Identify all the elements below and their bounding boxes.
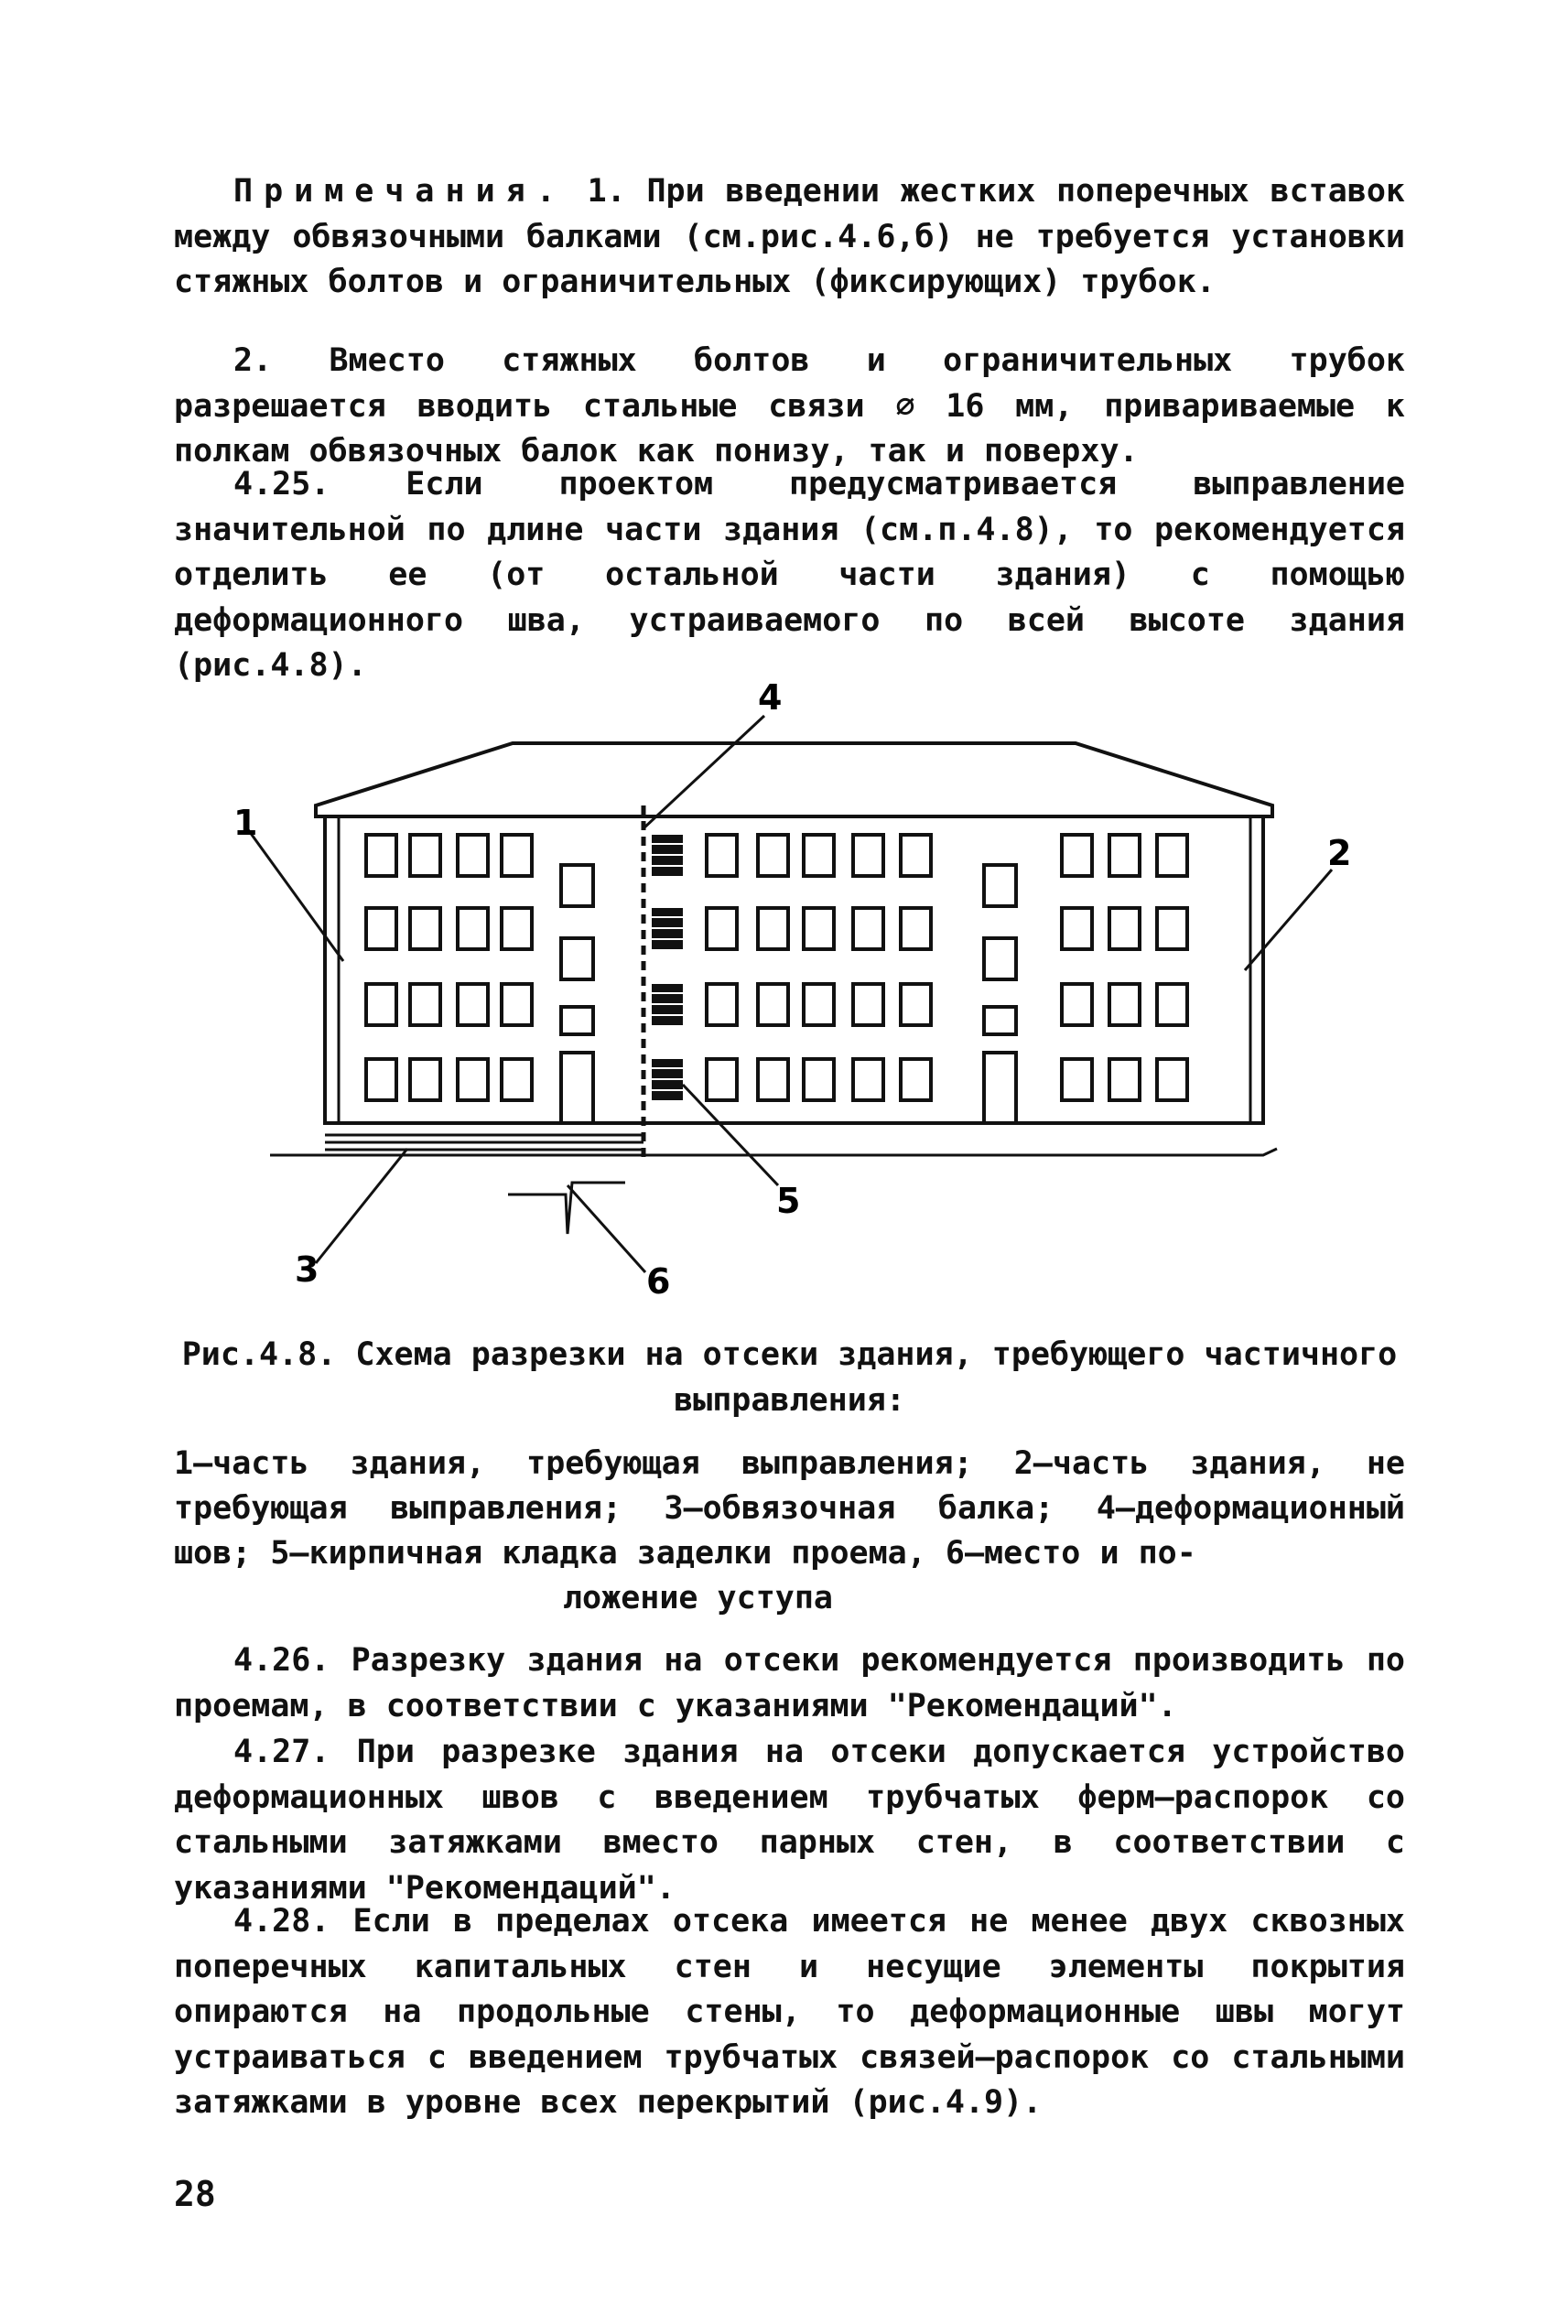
window bbox=[458, 908, 488, 949]
window bbox=[804, 908, 834, 949]
step-symbol bbox=[508, 1183, 625, 1234]
stair-window bbox=[561, 1007, 593, 1034]
page-number: 28 bbox=[174, 2174, 216, 2214]
label-3: 3 bbox=[295, 1249, 319, 1290]
window bbox=[707, 908, 737, 949]
window bbox=[804, 984, 834, 1025]
window bbox=[366, 908, 396, 949]
section-4-28: 4.28. Если в пределах отсека имеется не менее двух сквозных поперечных капитальных стен и несущие элементы покрытия опираются на продольные стены, то деформационные швы могут устраиваться с введением трубчатых связей–распорок со стальными затяжками в уровне всех перекрытий (рис.4.9). bbox=[174, 1903, 1405, 2121]
window bbox=[502, 1059, 532, 1100]
stair-window bbox=[984, 865, 1016, 906]
window bbox=[1109, 835, 1140, 876]
entrance-door bbox=[984, 1053, 1016, 1123]
leader-6 bbox=[568, 1185, 645, 1272]
window bbox=[853, 1059, 883, 1100]
window bbox=[1062, 1059, 1092, 1100]
windows-right bbox=[707, 835, 1187, 1123]
window bbox=[901, 908, 931, 949]
window bbox=[410, 984, 440, 1025]
window bbox=[1109, 908, 1140, 949]
roof-shape bbox=[316, 743, 1272, 816]
label-5: 5 bbox=[776, 1181, 801, 1221]
facade-outline bbox=[325, 816, 1263, 1123]
label-4: 4 bbox=[758, 677, 783, 718]
leader-4 bbox=[643, 716, 764, 828]
window bbox=[1062, 908, 1092, 949]
stair-window bbox=[561, 938, 593, 979]
legend-main: 1–часть здания, требующая выправления; 2–часть здания, не требующая выправления; 3–обвязочная балка; 4–деформационный шов; 5–кирпичная кладка заделки проема, 6–место и по- bbox=[174, 1445, 1405, 1572]
window bbox=[804, 835, 834, 876]
window bbox=[804, 1059, 834, 1100]
stair-window bbox=[561, 865, 593, 906]
window bbox=[1157, 984, 1187, 1025]
label-2: 2 bbox=[1327, 833, 1352, 873]
window bbox=[502, 908, 532, 949]
window bbox=[758, 908, 788, 949]
leader-3 bbox=[316, 1149, 407, 1263]
label-1: 1 bbox=[233, 803, 258, 843]
window bbox=[707, 835, 737, 876]
leader-2 bbox=[1245, 870, 1332, 970]
window bbox=[853, 908, 883, 949]
windows-left bbox=[366, 835, 593, 1123]
notes-heading: Примечания. bbox=[233, 173, 567, 210]
window bbox=[410, 835, 440, 876]
window bbox=[758, 1059, 788, 1100]
legend-last-line: ложение уступа bbox=[562, 1580, 833, 1616]
window bbox=[1062, 984, 1092, 1025]
window bbox=[758, 984, 788, 1025]
brick-texture bbox=[652, 844, 683, 1090]
window bbox=[901, 835, 931, 876]
bricked-openings bbox=[652, 835, 683, 1100]
window bbox=[707, 984, 737, 1025]
window bbox=[707, 1059, 737, 1100]
window bbox=[901, 1059, 931, 1100]
window bbox=[1109, 1059, 1140, 1100]
window bbox=[853, 984, 883, 1025]
section-4-26: 4.26. Разрезку здания на отсеки рекомендуется производить по проемам, в соответствии с указаниями "Рекомендаций". bbox=[174, 1642, 1405, 1724]
section-4-25: 4.25. Если проектом предусматривается выправление значительной по длине части здания (см.п.4.8), то рекомендуется отделить ее (от остальной части здания) с помощью деформационного шва, устраиваемого по всей высоте здания (рис.4.8). bbox=[174, 466, 1405, 684]
window bbox=[458, 984, 488, 1025]
window bbox=[458, 835, 488, 876]
window bbox=[502, 835, 532, 876]
figure-caption-title: Рис.4.8. Схема разрезки на отсеки здания, требующего частичного выправления: bbox=[181, 1336, 1398, 1419]
window bbox=[1157, 835, 1187, 876]
window bbox=[458, 1059, 488, 1100]
window bbox=[853, 835, 883, 876]
window bbox=[366, 984, 396, 1025]
window bbox=[366, 835, 396, 876]
window bbox=[410, 1059, 440, 1100]
stair-window bbox=[984, 1007, 1016, 1034]
stair-window bbox=[984, 938, 1016, 979]
window bbox=[410, 908, 440, 949]
label-6: 6 bbox=[646, 1261, 671, 1302]
window bbox=[502, 984, 532, 1025]
entrance-door bbox=[561, 1053, 593, 1123]
leader-1 bbox=[247, 828, 343, 961]
window bbox=[1109, 984, 1140, 1025]
window bbox=[758, 835, 788, 876]
figure-legend bbox=[174, 1442, 1405, 1621]
note-2: 2. Вместо стяжных болтов и ограничительных трубок разрешается вводить стальные связи ∅ 16 мм, привариваемые к полкам обвязочных балок как понизу, так и поверху. bbox=[174, 342, 1405, 470]
window bbox=[1157, 908, 1187, 949]
section-4-27: 4.27. При разрезке здания на отсеки допускается устройство деформационных швов с введением трубчатых ферм–распорок со стальными затяжками вместо парных стен, в соответствии с указаниями "Рекомендаций". bbox=[174, 1734, 1405, 1907]
window bbox=[1157, 1059, 1187, 1100]
window bbox=[901, 984, 931, 1025]
window bbox=[1062, 835, 1092, 876]
window bbox=[366, 1059, 396, 1100]
note-1-text: 1. При введении жестких поперечных вставок между обвязочными балками (см.рис.4.6,б) не требуется установки стяжных болтов и ограничительных (фиксирующих) трубок. bbox=[174, 173, 1406, 300]
